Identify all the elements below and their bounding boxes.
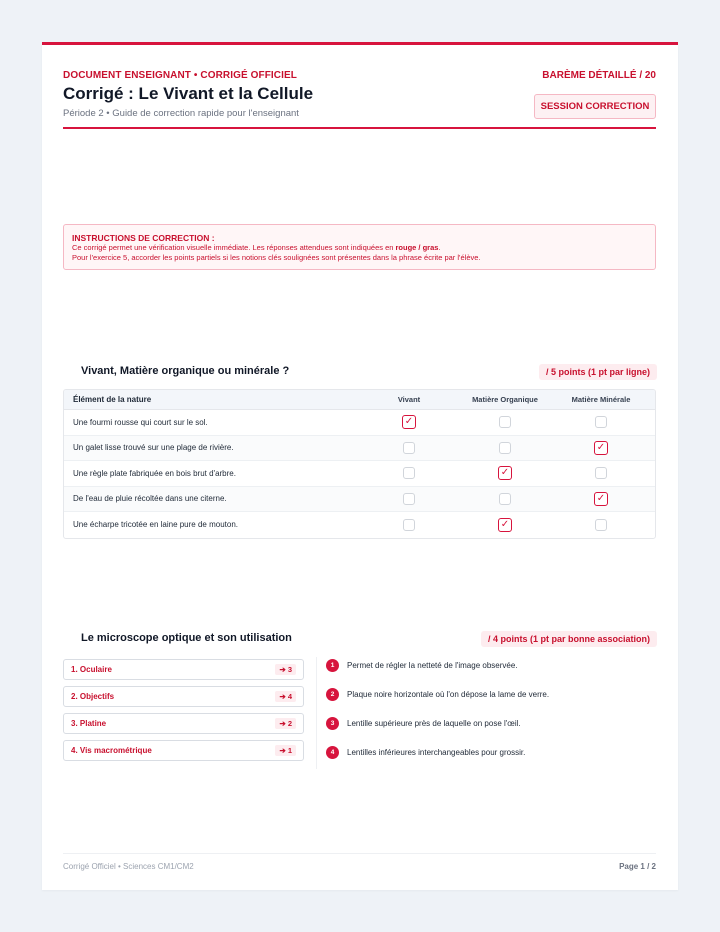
microscope-term [63,659,304,680]
microscope-term [63,740,304,761]
checkbox-vivant[interactable] [403,467,415,479]
cell-minerale [553,519,649,531]
column-header-minerale: Matière Minérale [571,395,631,404]
cell-vivant [361,467,457,479]
section-1-title: Vivant, Matière organique ou minérale ? [81,365,290,377]
checkbox-minerale[interactable] [595,467,607,479]
table-row [64,512,655,538]
section-2-title: Le microscope optique et son utilisation [81,632,292,644]
cell-minerale [553,467,649,479]
row-item-label: Une écharpe tricotée en laine pure de mouton. [73,520,238,530]
session-correction-badge: SESSION CORRECTION [534,94,656,119]
checkbox-minerale[interactable] [594,441,608,455]
checkbox-organique[interactable] [498,518,512,532]
checkbox-minerale[interactable] [595,519,607,531]
cell-organique [457,493,553,505]
page-footer [63,853,656,871]
document-header [63,67,656,129]
checkmark-icon: ✓ [404,416,414,428]
row-item-label: Un galet lisse trouvé sur une plage de rivière. [73,443,234,453]
row-item-label: Une fourmi rousse qui court sur le sol. [73,417,208,427]
definition-number-badge: 4 [326,746,339,759]
term-label: 3. Platine [71,719,107,728]
column-header-vivant: Vivant [397,395,421,404]
table-row [64,436,655,462]
checkbox-minerale[interactable] [595,416,607,428]
cell-minerale [553,492,649,506]
microscope-term [63,713,304,734]
row-item-label: De l'eau de pluie récoltée dans une citerne. [73,494,227,504]
term-answer-badge: ➔ 1 [275,745,296,756]
table-row [64,461,655,487]
cell-organique [457,466,553,480]
correction-instructions [63,224,656,270]
definition-text: Lentille supérieure près de laquelle on pose l'œil. [347,719,521,728]
definition-number-badge: 2 [326,688,339,701]
cell-vivant [361,519,457,531]
table-row [64,410,655,436]
checkbox-vivant[interactable] [403,493,415,505]
term-label: 2. Objectifs [71,692,115,701]
microscope-term [63,686,304,707]
instructions-title: INSTRUCTIONS DE CORRECTION : [72,233,215,243]
checkbox-minerale[interactable] [594,492,608,506]
cell-vivant [361,415,457,429]
definition-number-badge: 1 [326,659,339,672]
checkbox-vivant[interactable] [403,519,415,531]
checkbox-vivant[interactable] [403,442,415,454]
microscope-terms-list [63,659,304,767]
column-header-element: Élément de la nature [73,395,152,404]
cell-vivant [361,493,457,505]
classification-table [63,389,656,539]
definition-number-badge: 3 [326,717,339,730]
instructions-line-1: Ce corrigé permet une vérification visuelle immédiate. Les réponses attendues sont indiquées en rouge / gras. [72,243,441,252]
checkbox-organique[interactable] [499,416,511,428]
page-subtitle: Période 2 • Guide de correction rapide pour l'enseignant [63,108,299,119]
column-header-organique: Matière Organique [472,395,538,404]
checkbox-organique[interactable] [499,493,511,505]
section-2-points-badge: / 4 points (1 pt par bonne association) [481,631,657,647]
definition-text: Permet de régler la netteté de l'image observée. [347,661,518,670]
checkbox-organique[interactable] [499,442,511,454]
cell-minerale [553,416,649,428]
column-divider [316,657,317,769]
microscope-definition [326,688,656,717]
term-label: 4. Vis macrométrique [71,746,152,755]
section-1-points-badge: / 5 points (1 pt par ligne) [539,364,657,380]
cell-organique [457,442,553,454]
cell-organique [457,518,553,532]
term-answer-badge: ➔ 2 [275,718,296,729]
cell-minerale [553,441,649,455]
footer-course-label: Corrigé Officiel • Sciences CM1/CM2 [63,862,194,871]
checkmark-icon: ✓ [596,492,606,504]
definition-text: Plaque noire horizontale où l'on dépose la lame de verre. [347,690,550,699]
table-header [64,390,655,410]
microscope-definition [326,659,656,688]
row-item-label: Une règle plate fabriquée en bois brut d'arbre. [73,468,236,478]
instructions-line-2: Pour l'exercice 5, accorder les points partiels si les notions clés soulignées sont présentes dans la phrase écrite par l'élève. [72,253,481,262]
microscope-definition [326,717,656,746]
checkmark-icon: ✓ [596,441,606,453]
checkbox-organique[interactable] [498,466,512,480]
document-page [42,42,678,890]
cell-vivant [361,442,457,454]
page-number: Page 1 / 2 [619,862,656,871]
checkbox-vivant[interactable] [402,415,416,429]
microscope-definitions-list [326,659,656,775]
bareme-label: BARÈME DÉTAILLÉ / 20 [542,70,656,81]
definition-text: Lentilles inférieures interchangeables pour grossir. [347,748,526,757]
table-body [64,410,655,538]
term-answer-badge: ➔ 3 [275,664,296,675]
term-label: 1. Oculaire [71,665,112,674]
table-row [64,487,655,513]
document-type-label: DOCUMENT ENSEIGNANT • CORRIGÉ OFFICIEL [63,70,297,81]
checkmark-icon: ✓ [500,518,510,530]
page-title: Corrigé : Le Vivant et la Cellule [63,84,314,103]
microscope-definition [326,746,656,775]
checkmark-icon: ✓ [500,467,510,479]
term-answer-badge: ➔ 4 [275,691,296,702]
cell-organique [457,416,553,428]
